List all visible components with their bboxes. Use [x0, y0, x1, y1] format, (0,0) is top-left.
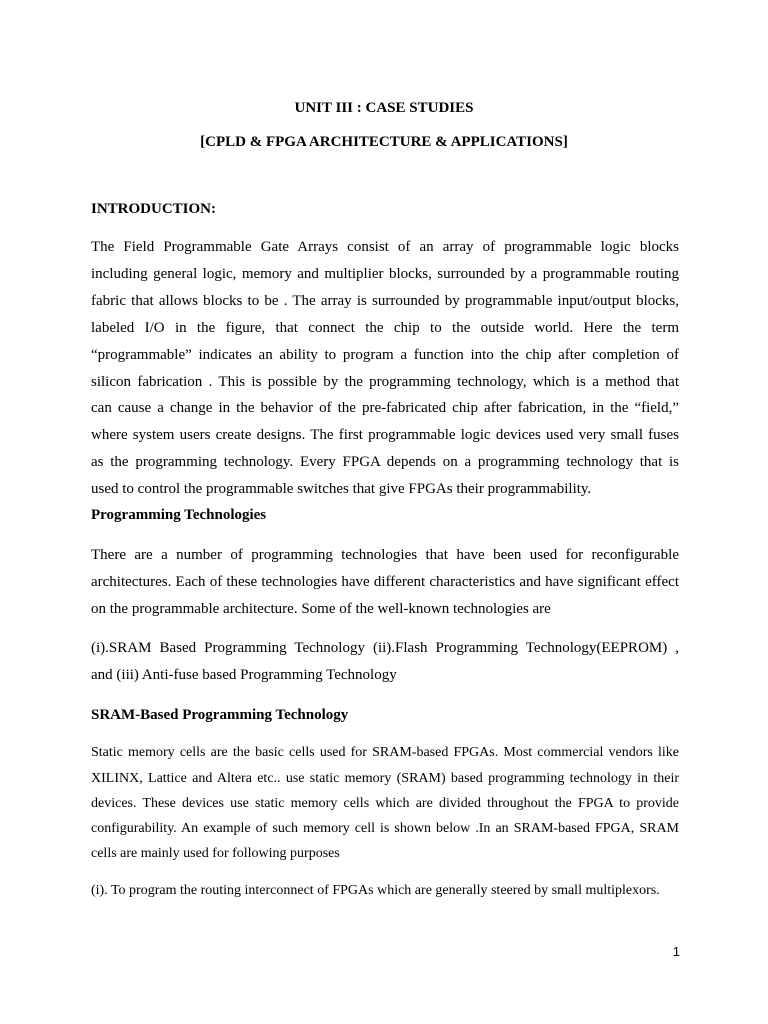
intro-line-1: The Field Programmable Gate Arrays consist of an array of programmable logic blocks [91, 239, 679, 255]
intro-line-5: “programmable” indicates an ability to program a function into the chip after completion of [91, 347, 679, 363]
page-number: 1 [672, 944, 680, 959]
course-subtitle: [CPLD & FPGA ARCHITECTURE & APPLICATIONS] [200, 134, 568, 150]
programming-heading: Programming Technologies [91, 507, 267, 523]
intro-line-4: labeled I/O in the figure, that connect the chip to the outside world. Here the term [91, 320, 679, 336]
programming-line-1: There are a number of programming technologies that have been used for reconfigurable [91, 547, 679, 563]
unit-title: UNIT III : CASE STUDIES [294, 100, 474, 116]
purpose-line: (i). To program the routing interconnect of FPGAs which are generally steered by small multiplexors. [91, 883, 660, 898]
sram-line-1: Static memory cells are the basic cells used for SRAM-based FPGAs. Most commercial vendors like [91, 745, 679, 760]
sram-heading: SRAM-Based Programming Technology [91, 707, 349, 723]
sram-line-5: cells are mainly used for following purposes [91, 846, 340, 861]
technology-line-2: and (iii) Anti-fuse based Programming Technology [91, 667, 397, 683]
sram-line-2: XILINX, Lattice and Altera etc.. use static memory (SRAM) based programming technology in their [91, 771, 679, 786]
intro-line-8: where system users create designs. The first programmable logic devices used very small fuses [91, 427, 679, 443]
sram-line-3: devices. These devices use static memory cells which are divided throughout the FPGA to provide [91, 796, 679, 811]
technology-line-1: (i).SRAM Based Programming Technology (ii).Flash Programming Technology(EEPROM) , [91, 640, 679, 656]
intro-line-9: as the programming technology. Every FPGA depends on a programming technology that is [91, 454, 679, 470]
intro-line-2: including general logic, memory and multiplier blocks, surrounded by a programmable routing [91, 266, 679, 282]
programming-line-3: on the programmable architecture. Some of the well-known technologies are [91, 601, 551, 617]
sram-line-4: configurability. An example of such memory cell is shown below .In an SRAM-based FPGA, SRAM [91, 821, 679, 836]
introduction-heading: INTRODUCTION: [91, 201, 217, 217]
intro-line-6: silicon fabrication . This is possible by the programming technology, which is a method that [91, 374, 679, 390]
programming-line-2: architectures. Each of these technologies have different characteristics and have significant effect [91, 574, 679, 590]
intro-line-7: can cause a change in the behavior of the pre-fabricated chip after fabrication, in the “field,” [91, 400, 679, 416]
intro-line-10: used to control the programmable switches that give FPGAs their programmability. [91, 481, 592, 497]
intro-line-3: fabric that allows blocks to be . The array is surrounded by programmable input/output blocks, [91, 293, 679, 309]
